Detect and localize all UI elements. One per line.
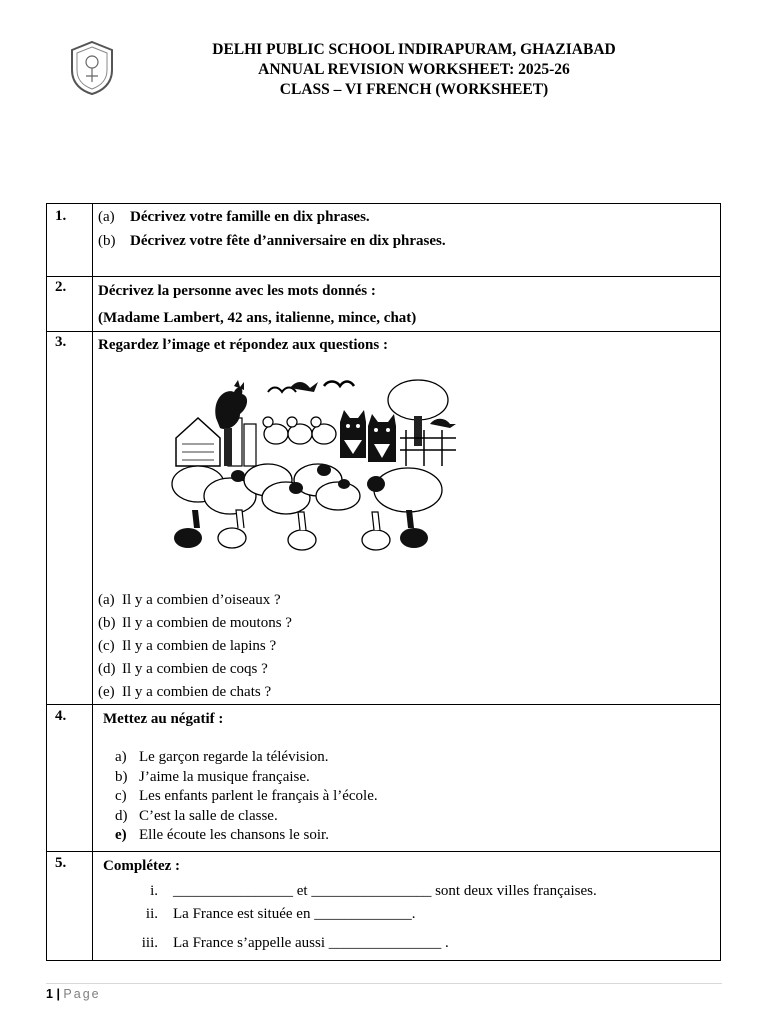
bird-icon <box>268 382 354 393</box>
list-item: (b) Décrivez votre fête d’anniversaire en dix phrases. <box>98 233 446 249</box>
list-item: d) C’est la salle de classe. <box>115 807 278 824</box>
question-subtitle: (Madame Lambert, 42 ans, italienne, mince, chat) <box>98 310 417 326</box>
question-items <box>98 589 720 704</box>
page-footer <box>46 983 722 1001</box>
question-row <box>47 705 721 852</box>
list-item: (a) Il y a combien d’oiseaux ? <box>98 592 281 608</box>
list-item: c) Les enfants parlent le français à l’école. <box>115 788 378 804</box>
barn-icon <box>176 418 256 466</box>
cat-icon <box>340 410 396 462</box>
question-number: 3. <box>47 332 93 705</box>
list-item: (e) Il y a combien de chats ? <box>98 684 272 700</box>
hen-icon <box>263 417 336 444</box>
sheep-icon <box>172 464 442 514</box>
list-item: a) Le garçon regarde la télévision. <box>115 749 329 765</box>
list-item: (c) Il y a combien de lapins ? <box>98 638 277 654</box>
question-title: Décrivez la personne avec les mots donnés : <box>98 283 376 299</box>
question-number: 4. <box>47 705 93 852</box>
list-item: e) Elle écoute les chansons le soir. <box>115 827 329 843</box>
page-number: 1 | Page <box>46 987 101 1001</box>
list-item: i. ________________ et ________________ sont deux villes françaises. <box>150 883 597 899</box>
question-items <box>98 748 720 846</box>
list-item: (d) Il y a combien de coqs ? <box>98 661 268 677</box>
worksheet-title: ANNUAL REVISION WORKSHEET: 2025-26 <box>258 61 570 78</box>
farm-animals-illustration <box>168 378 458 558</box>
question-body <box>93 332 721 705</box>
question-title: Complétez : <box>103 858 181 874</box>
page-header <box>0 40 768 100</box>
question-body <box>93 705 721 852</box>
question-items <box>98 880 720 955</box>
question-row <box>47 204 721 277</box>
question-row <box>47 332 721 705</box>
question-number: 5. <box>47 852 93 961</box>
list-item: ii. La France est située en _____________. <box>145 906 416 922</box>
question-row <box>47 852 721 961</box>
worksheet-table <box>46 203 721 961</box>
question-title: Regardez l’image et répondez aux questions : <box>98 337 388 353</box>
question-row <box>47 277 721 332</box>
rabbit-icon <box>174 510 428 550</box>
list-item: iii. La France s’appelle aussi _______________ . <box>141 935 449 951</box>
list-item: b) J’aime la musique française. <box>115 768 310 785</box>
question-body <box>93 204 721 277</box>
question-body <box>93 277 721 332</box>
list-item: (b) Il y a combien de moutons ? <box>98 615 292 631</box>
tree-icon <box>388 380 456 466</box>
question-number: 2. <box>47 277 93 332</box>
question-number: 1. <box>47 204 93 277</box>
list-item: (a) Décrivez votre famille en dix phrases. <box>98 209 370 225</box>
question-title: Mettez au négatif : <box>103 711 224 727</box>
school-name: DELHI PUBLIC SCHOOL INDIRAPURAM, GHAZIABAD <box>212 41 616 58</box>
question-body <box>93 852 721 961</box>
class-title: CLASS – VI FRENCH (WORKSHEET) <box>279 81 549 98</box>
